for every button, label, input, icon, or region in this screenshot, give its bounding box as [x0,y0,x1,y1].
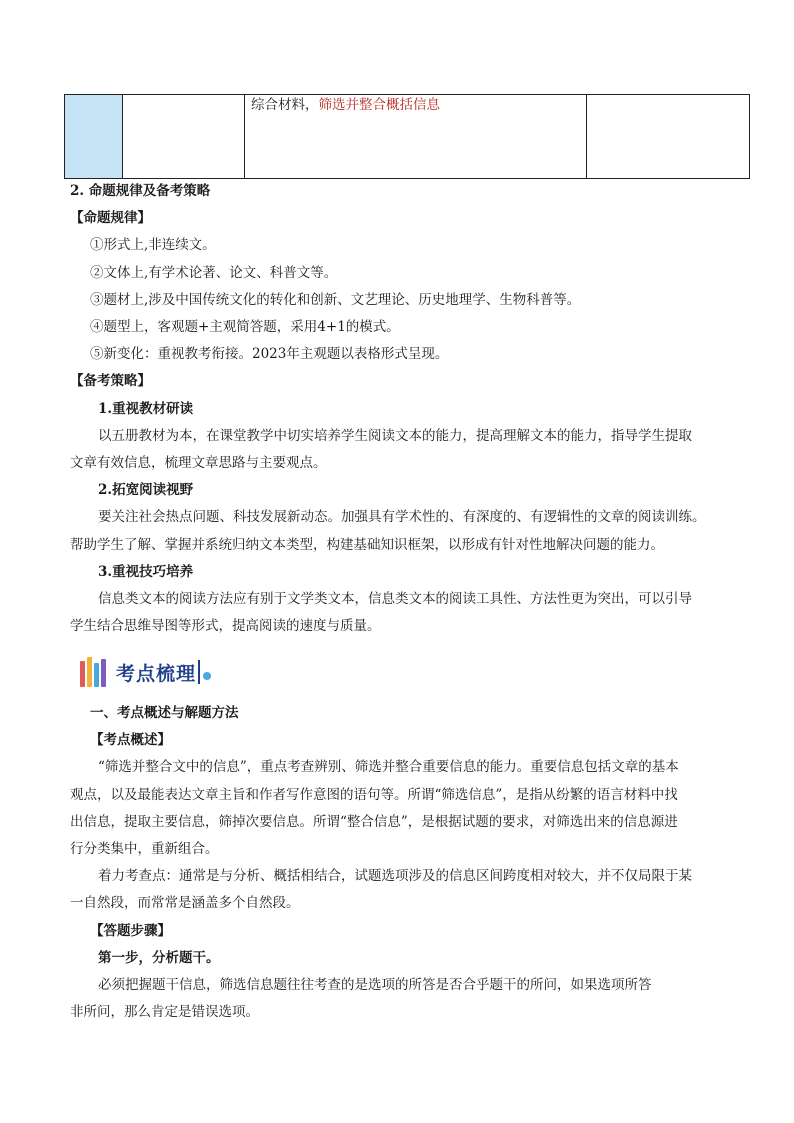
rule-item: ②文体上,有学术论著、论文、科普文等。 [90,264,338,281]
paragraph-line: 观点，以及最能表达文章主旨和作者写作意图的语句等。所谓“筛选信息”，是指从纷繁的语言材料中找 [70,786,678,803]
paragraph-line: 一自然段，而常常是涵盖多个自然段。 [70,895,300,912]
rule-item: ④题型上，客观题+主观简答题，采用4+1的模式。 [90,319,400,336]
table-cell-empty-right [587,95,749,178]
books-icon [80,657,106,687]
banner-title: 考点梳理 [116,662,197,685]
banner-dot [203,672,211,680]
paragraph-line: 着力考查点：通常是与分析、概括相结合，试题选项涉及的信息区间跨度相对较大，并不仅局限于某 [98,868,692,885]
table-cell-text [245,95,587,178]
table-cell-empty [123,95,245,178]
overview-label: 【考点概述】 [90,732,171,749]
paragraph-line: 要关注社会热点问题、科技发展新动态。加强具有学术性的、有深度的、有逻辑性的文章的阅读训练。 [98,509,706,526]
step-title: 第一步，分析题干。 [98,949,220,966]
section-heading: 2. 命题规律及备考策略 [70,183,211,199]
paragraph-line: 学生结合思维导图等形式，提高阅读的速度与质量。 [70,618,381,635]
cell-text-plain: 综合材料， [251,97,319,113]
section-2 [70,178,738,640]
rule-item: ③题材上,涉及中国传统文化的转化和创新、文艺理论、历史地理学、生物科普等。 [90,291,581,308]
rule-item: ⑤新变化：重视教考衔接。2023年主观题以表格形式呈现。 [90,346,449,363]
rules-label: 【命题规律】 [70,210,151,227]
info-table [64,94,750,179]
part-1 [70,700,738,1026]
strategy-label: 【备考策略】 [70,373,151,390]
steps-label: 【答题步骤】 [90,922,171,939]
strategy-title: 2.拓宽阅读视野 [98,482,194,499]
paragraph-line: 非所问，那么肯定是错误选项。 [70,1004,259,1021]
paragraph-line: 必须把握题干信息，筛选信息题往往考查的是选项的所答是否合乎题干的所问，如果选项所答 [98,977,652,994]
banner-divider [198,660,200,684]
section-banner [80,654,211,690]
paragraph-line: 行分类集中，重新组合。 [70,841,219,858]
strategy-title: 1.重视教材研读 [98,400,194,417]
paragraph-line: 信息类文本的阅读方法应有别于文学类文本，信息类文本的阅读工具性、方法性更为突出，可以引导 [98,591,692,608]
paragraph-line: 以五册教材为本，在课堂教学中切实培养学生阅读文本的能力，提高理解文本的能力，指导学生提取 [98,427,692,444]
paragraph-line: “筛选并整合文中的信息”，重点考查辨别、筛选并整合重要信息的能力。重要信息包括文章的基本 [98,759,679,776]
table-cell-colored [65,95,123,178]
paragraph-line: 帮助学生了解、掌握并系统归纳文本类型，构建基础知识框架，以形成有针对性地解决问题的能力。 [70,536,664,553]
paragraph-line: 出信息，提取主要信息，筛掉次要信息。所谓“整合信息”，是根据试题的要求，对筛选出来的信息源进 [70,813,678,830]
cell-text-red: 筛选并整合概括信息 [318,97,440,113]
strategy-title: 3.重视技巧培养 [98,563,194,580]
part-heading: 一、考点概述与解题方法 [90,705,239,721]
rule-item: ①形式上,非连续文。 [90,237,216,254]
paragraph-line: 文章有效信息，梳理文章思路与主要观点。 [70,455,327,472]
